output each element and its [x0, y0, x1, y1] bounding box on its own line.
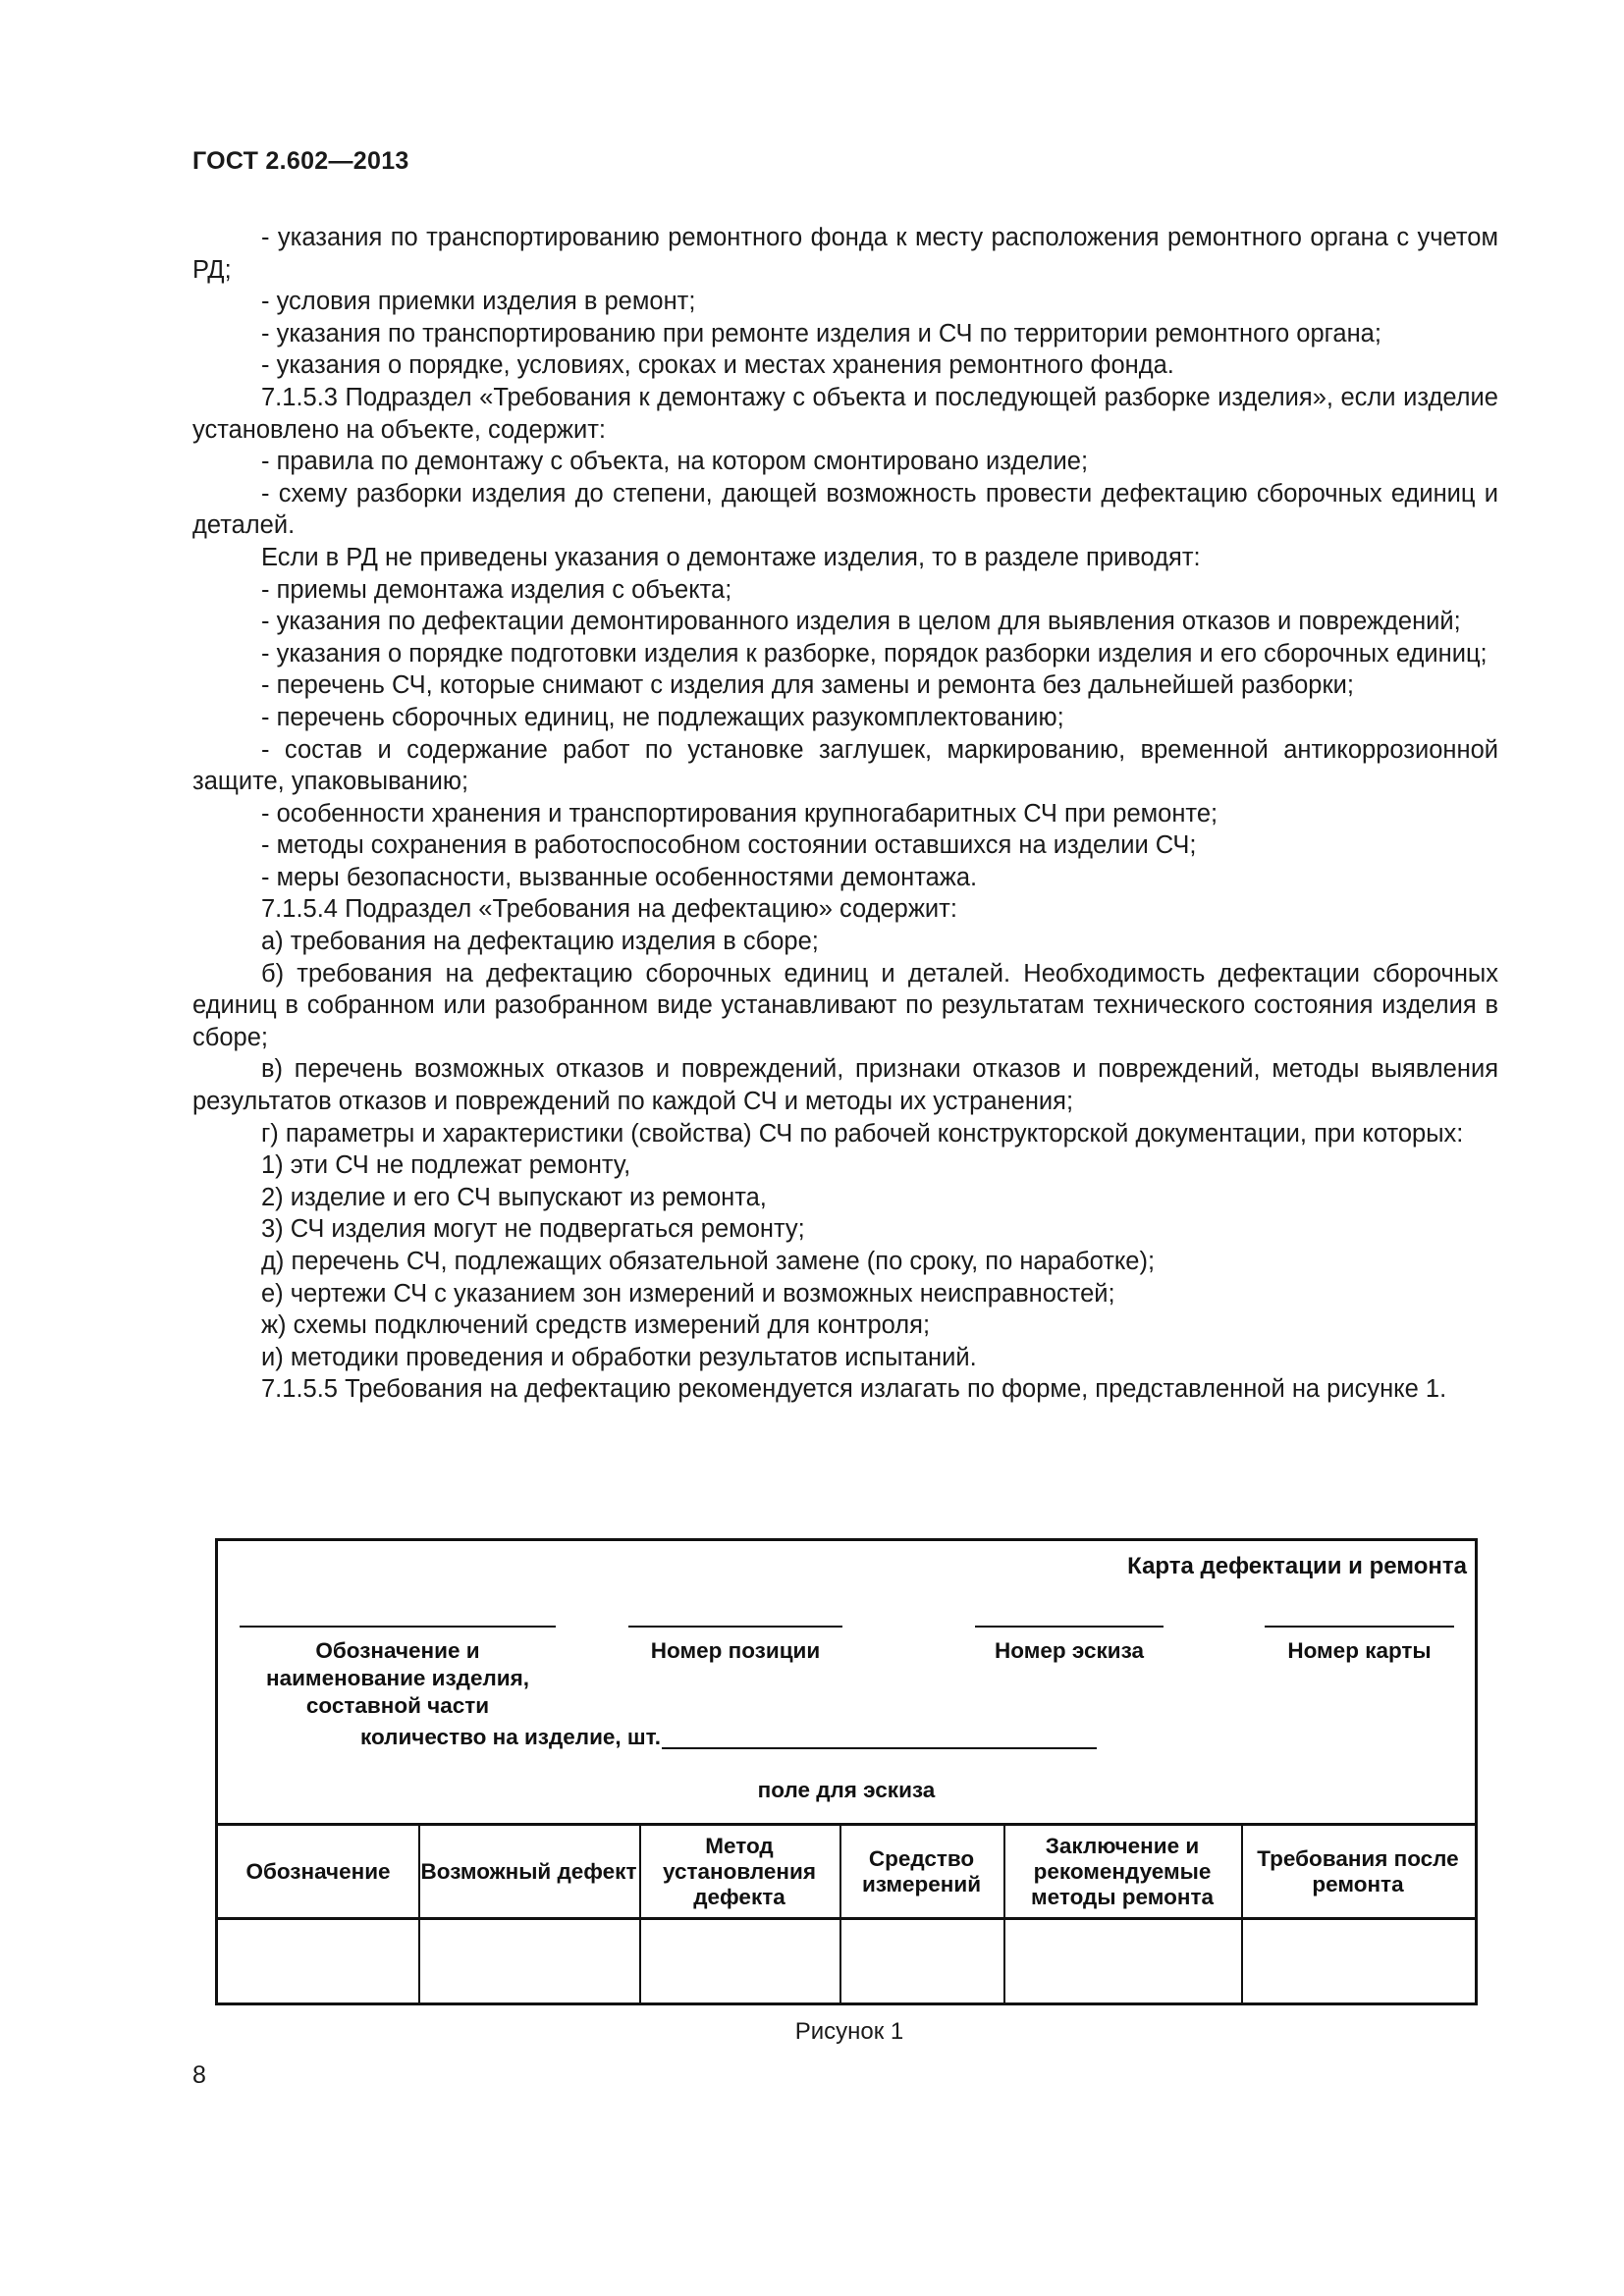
paragraph: Если в РД не приведены указания о демонтаже изделия, то в разделе приводят:: [261, 543, 1201, 571]
table-header-separator: [218, 1917, 1475, 1920]
paragraph: а) требования на дефектацию изделия в сборе;: [261, 928, 819, 956]
document-code: ГОСТ 2.602—2013: [192, 147, 409, 175]
figure-caption: Рисунок 1: [794, 2018, 904, 2045]
paragraph: - состав и содержание работ по установке заглушек, маркированию, временной антикоррозионной защите, упаковыванию;: [192, 735, 1498, 796]
paragraph: - приемы демонтажа изделия с объекта;: [261, 575, 732, 604]
column-header-detection-method: Метод установления дефекта: [663, 1833, 816, 1909]
paragraph: в) перечень возможных отказов и повреждений, признаки отказов и повреждений, методы выявления результатов отказов и повреждений по каждой СЧ и методы их устранения;: [192, 1055, 1498, 1116]
column-header-measuring-instrument: Средство измерений: [861, 1845, 982, 1896]
paragraph: - указания по дефектации демонтированного изделия в целом для выявления отказов и повреждений;: [261, 608, 1461, 636]
paragraph: 7.1.5.4 Подраздел «Требования на дефектацию» содержит:: [261, 895, 957, 924]
paragraph: - меры безопасности, вызванные особенностями демонтажа.: [261, 863, 978, 891]
paragraph: - перечень СЧ, которые снимают с изделия для замены и ремонта без дальнейшей разборки;: [261, 671, 1354, 700]
paragraph: - указания по транспортированию ремонтного фонда к месту расположения ремонтного органа с учетом РД;: [192, 224, 1498, 284]
paragraph: - правила по демонтажу с объекта, на котором смонтировано изделие;: [261, 448, 1089, 476]
paragraph: ж) схемы подключений средств измерений для контроля;: [261, 1311, 931, 1340]
defect-card-form: [215, 1538, 1478, 2005]
paragraph: - особенности хранения и транспортирования крупногабаритных СЧ при ремонте;: [261, 799, 1218, 828]
paragraph: - схему разборки изделия до степени, дающей возможность провести дефектацию сборочных единиц и деталей.: [192, 479, 1498, 540]
column-header-designation: Обозначение: [245, 1858, 391, 1884]
sketch-field-label: поле для эскиза: [757, 1778, 936, 1802]
paragraph: - условия приемки изделия в ремонт;: [261, 288, 696, 316]
card-number-label: Номер карты: [1287, 1638, 1432, 1663]
designation-label: Обозначение и наименование изделия, составной части: [266, 1638, 529, 1718]
paragraph: - методы сохранения в работоспособном состоянии оставшихся на изделии СЧ;: [261, 831, 1197, 860]
quantity-blank: [662, 1747, 1097, 1749]
card-number-blank: [1265, 1626, 1454, 1628]
quantity-label: количество на изделие, шт.: [360, 1725, 661, 1749]
paragraph: 7.1.5.5 Требования на дефектацию рекомендуется излагать по форме, представленной на рисунке 1.: [261, 1375, 1447, 1404]
paragraph: - указания о порядке, условиях, сроках и местах хранения ремонтного фонда.: [261, 351, 1174, 380]
form-title: Карта дефектации и ремонта: [1127, 1553, 1467, 1579]
body-text: [192, 222, 1498, 1406]
sketch-number-label: Номер эскиза: [995, 1638, 1144, 1663]
paragraph: - указания о порядке подготовки изделия к разборке, порядок разборки изделия и его сборочных единиц;: [261, 639, 1488, 667]
designation-blank: [240, 1626, 556, 1628]
paragraph: - перечень сборочных единиц, не подлежащих разукомплектованию;: [261, 703, 1064, 731]
paragraph: 3) СЧ изделия могут не подвергаться ремонту;: [261, 1215, 805, 1244]
paragraph: 1) эти СЧ не подлежат ремонту,: [261, 1151, 631, 1180]
paragraph: г) параметры и характеристики (свойства) СЧ по рабочей конструкторской документации, при которых:: [261, 1119, 1464, 1148]
paragraph: 7.1.5.3 Подраздел «Требования к демонтажу с объекта и последующей разборке изделия», если изделие установлено на объекте, содержит:: [192, 383, 1498, 444]
position-blank: [628, 1626, 842, 1628]
paragraph: и) методики проведения и обработки результатов испытаний.: [261, 1343, 977, 1371]
paragraph: б) требования на дефектацию сборочных единиц и деталей. Необходимость дефектации сборочных единиц в собранном или разобранном виде устанавливают по результатам технического состояния изделия в сборе;: [192, 959, 1498, 1051]
sketch-number-blank: [975, 1626, 1164, 1628]
column-header-repair-conclusion: Заключение и рекомендуемые методы ремонта: [1031, 1833, 1214, 1909]
paragraph: 2) изделие и его СЧ выпускают из ремонта,: [261, 1183, 767, 1211]
column-header-possible-defect: Возможный дефект: [420, 1858, 637, 1884]
column-header-post-repair-requirements: Требования после ремонта: [1257, 1845, 1459, 1896]
defect-table: [218, 1823, 1475, 2002]
page-number: 8: [192, 2061, 206, 2089]
paragraph: - указания по транспортированию при ремонте изделия и СЧ по территории ремонтного органа;: [261, 319, 1381, 347]
paragraph: д) перечень СЧ, подлежащих обязательной замене (по сроку, по наработке);: [261, 1248, 1156, 1275]
position-label: Номер позиции: [650, 1638, 821, 1663]
paragraph: е) чертежи СЧ с указанием зон измерений и возможных неисправностей;: [261, 1279, 1115, 1308]
